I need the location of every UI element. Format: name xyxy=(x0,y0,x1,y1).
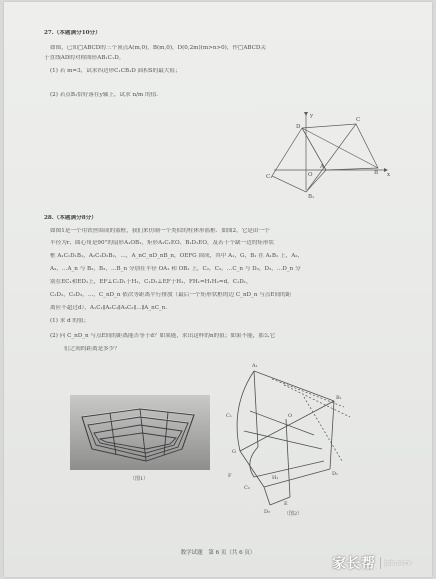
fig2-label-e: E xyxy=(284,501,288,507)
q28-frame-figure xyxy=(224,357,364,517)
q27-header: 27.（本题满分10分） xyxy=(44,30,101,36)
fig2-label-c2: C₂ xyxy=(244,485,250,491)
q28-line-1: 如图1是一个用铁丝围成的篮框，我们来仿制一个类似的柱体形篮框．如图2，它是由一个 xyxy=(50,228,270,234)
q27-label-b1: B₁ xyxy=(308,194,315,200)
watermark-url: jzb.com xyxy=(384,559,412,567)
q27-line-3: (1) 若 m=3，试求四边形C₁CB₁D 面积S的最大值； xyxy=(50,68,181,74)
q27-coordinate-figure xyxy=(266,110,396,200)
q27-line-1: 如图，已知□ABCD的三个顶点A(m,0)，B(m,0)，D(0,2m)(m>n>0)，作□ABCD关 xyxy=(50,45,266,51)
q27-label-o: O xyxy=(308,172,313,178)
fig1-caption: （图1） xyxy=(130,476,149,482)
fig2-label-b1: B₁ xyxy=(336,395,342,401)
q27-label-d: D xyxy=(296,124,301,130)
watermark-divider xyxy=(380,557,381,569)
exam-page xyxy=(4,2,432,577)
q27-label-a: A xyxy=(320,164,324,170)
footer-subject: 数学试题 xyxy=(180,550,203,556)
watermark-logo-text: 家长帮 xyxy=(332,556,376,572)
fig2-label-d2: D₂ xyxy=(264,509,271,515)
q28-line-9: (2) 问 C_nD_n 与点E间的距离能否等于d？如果能，求出这样的n的值；如果不能，那么它 xyxy=(50,333,276,339)
fig2-label-c1: C₁ xyxy=(226,413,232,419)
fig2-label-f: F xyxy=(228,473,232,479)
q27-label-c1: C₁ xyxy=(266,174,273,180)
q27-line-4: (2) 若点B₁恰好落在y轴上，试求 n/m 的值. xyxy=(50,92,159,98)
footer-page-number: 第 6 页（共 6 页） xyxy=(208,550,256,556)
q28-line-10: 们之间的距离是多少？ xyxy=(64,346,120,352)
q28-line-3: 框 A₁C₁D₁B₁，A₂C₂D₂B₂，…，A_nC_nD_nB_n，OEFG 围成，其中 A₁，G，B₁ 在 A₁B₁ 上，A₂， xyxy=(50,253,304,259)
q27-label-b: B xyxy=(374,170,379,176)
q28-line-6: C₂D₂，C₃D₃，…，C_nD_n 依次等距离平行排放（最后一个矩形状框的边 C_nD_n 与点E间的距 xyxy=(50,292,292,298)
q27-label-x: x xyxy=(387,172,391,178)
fig2-label-h1: H₁ xyxy=(272,475,279,481)
fig2-caption: （图2） xyxy=(284,511,303,517)
q27-label-y: y xyxy=(310,113,314,119)
q28-line-8: (1) 求 d 的值； xyxy=(50,318,90,324)
q27-line-2: 于直线AD的对称图形AB₁C₁D。 xyxy=(44,55,125,61)
fig2-label-a1: A₁ xyxy=(252,363,258,369)
q28-line-2: 半径为r、圆心角是90°的扇形A₁OB₁，矩形A₁C₁EO、B₁D₁EO，及若干个缺一边的矩形状 xyxy=(50,240,275,246)
q28-line-4: A₃，…A_n 与 B₂，B₃，…B_n 分别在半径 OA₁ 和 OB₁ 上，C₂，C₃，…C_n 与 D₂，D₃，…D_n 分 xyxy=(50,266,301,272)
q27-label-c: C xyxy=(356,117,361,123)
jzb-watermark xyxy=(332,553,412,573)
q28-line-5: 别在EC₁和ED₁上，EF⊥C₁D₁于H₁，C₁D₁⊥EF于H₁，FH₁=H₁H₂=d，C₁D₁， xyxy=(50,279,252,285)
fig2-label-d1: D₁ xyxy=(332,471,339,477)
q28-line-7: 离应不超过d），A₁C₁∥A₂C₂∥A₃C₃∥…∥A_nC_n． xyxy=(50,305,171,311)
fig2-label-o: O xyxy=(288,413,293,419)
fig2-label-g: G xyxy=(232,449,236,455)
basket-photo xyxy=(70,395,210,470)
q28-header: 28.（本题满分8分） xyxy=(44,215,97,221)
